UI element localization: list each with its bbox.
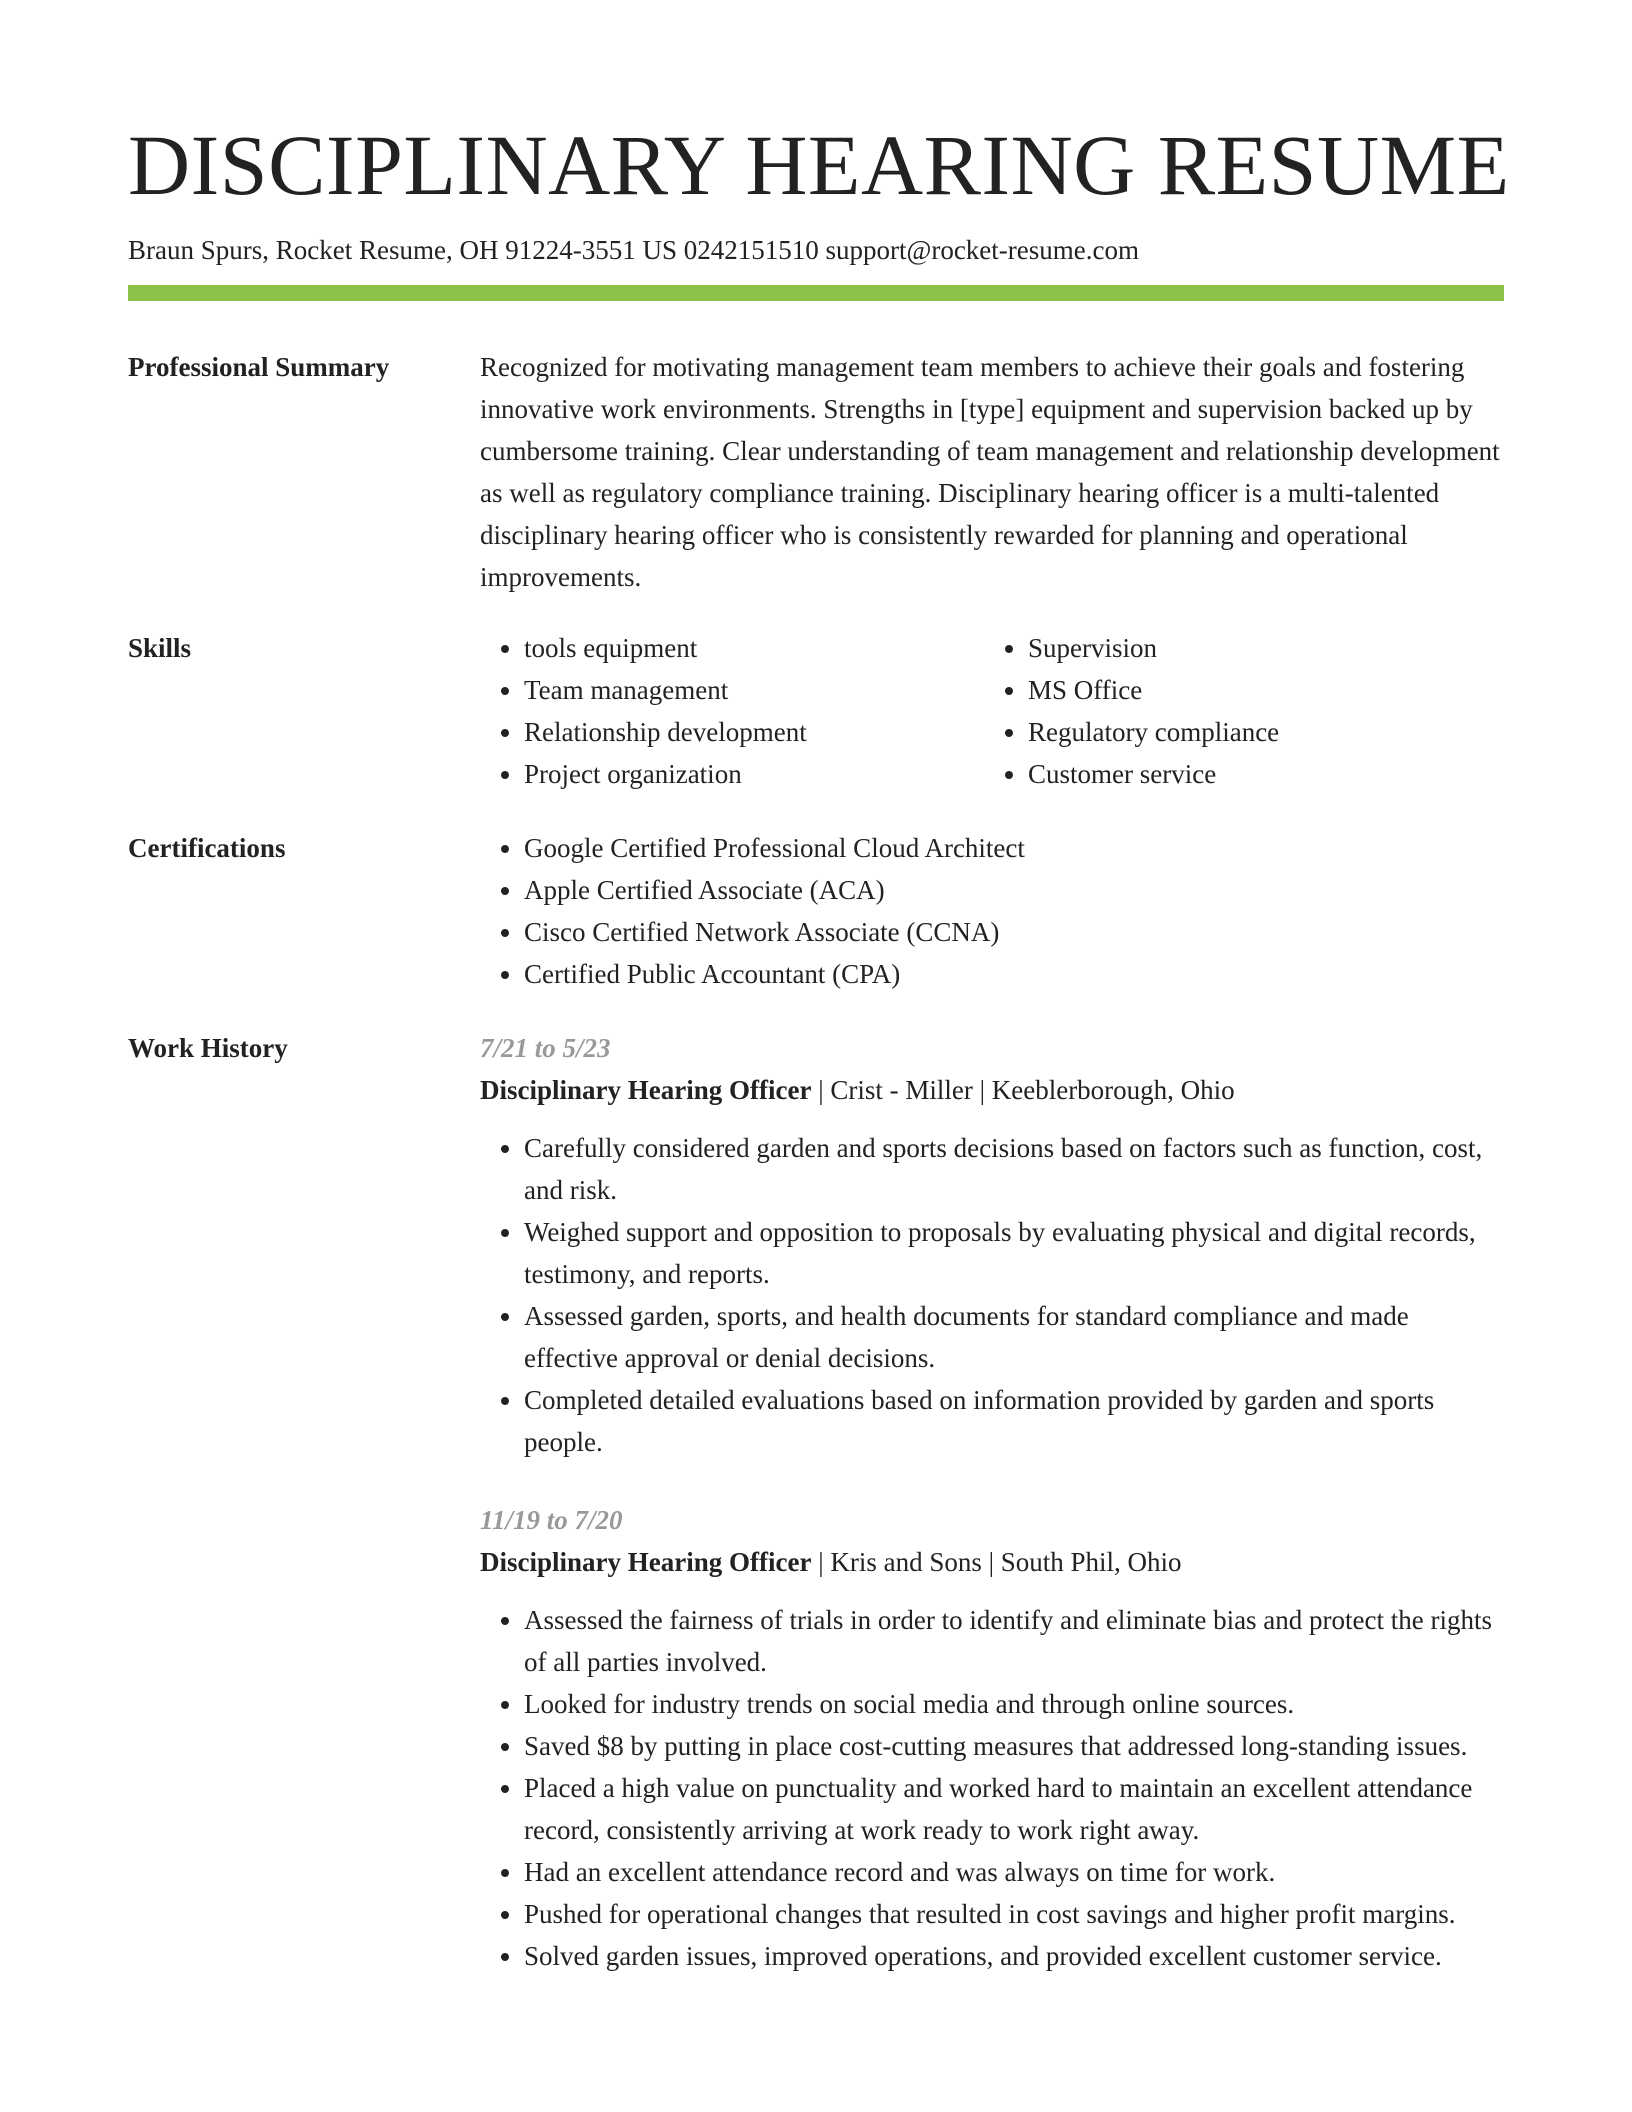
job-dates: 7/21 to 5/23: [480, 1033, 611, 1063]
skill-item: • MS Office: [1028, 669, 1488, 711]
certifications-body: [480, 827, 1504, 995]
job-bullet: • Completed detailed evaluations based on information provided by garden and sports people.: [524, 1379, 1504, 1463]
job-details: | Crist - Miller | Keeblerborough, Ohio: [811, 1075, 1235, 1105]
skills-grid: [480, 627, 1504, 795]
summary-body: [480, 346, 1504, 598]
resume-title: DISCIPLINARY HEARING RESUME: [128, 117, 1510, 213]
skill-item: • Regulatory compliance: [1028, 711, 1488, 753]
certifications-heading: Certifications: [128, 833, 286, 863]
work-history-heading: Work History: [128, 1033, 288, 1063]
job-bullet: • Saved $8 by putting in place cost-cutting measures that addressed long-standing issues.: [524, 1725, 1504, 1767]
job-bullet: • Looked for industry trends on social media and through online sources.: [524, 1683, 1504, 1725]
skill-item: • Project organization: [524, 753, 984, 795]
certifications-list: [480, 827, 1504, 995]
skills-column-left: [480, 627, 984, 795]
summary-heading: Professional Summary: [128, 352, 390, 382]
job-bullet: • Assessed garden, sports, and health documents for standard compliance and made effective approval or denial decisions.: [524, 1295, 1504, 1379]
job-title: Disciplinary Hearing Officer: [480, 1075, 812, 1105]
contact-line: Braun Spurs, Rocket Resume, OH 91224-3551 US 0242151510 support@rocket-resume.com: [128, 235, 1139, 265]
accent-divider: [128, 285, 1504, 301]
job-entry: [480, 1499, 1504, 1977]
job-heading: [480, 1541, 1504, 1583]
skill-item: • tools equipment: [524, 627, 984, 669]
job-bullets: [480, 1127, 1504, 1463]
skills-list-left: [480, 627, 984, 795]
job-bullets: [480, 1599, 1504, 1977]
certification-item: • Certified Public Accountant (CPA): [524, 953, 1504, 995]
skills-column-right: [984, 627, 1488, 795]
certification-item: • Google Certified Professional Cloud Architect: [524, 827, 1504, 869]
skill-item: • Supervision: [1028, 627, 1488, 669]
job-details: | Kris and Sons | South Phil, Ohio: [811, 1547, 1182, 1577]
skill-item: • Customer service: [1028, 753, 1488, 795]
job-bullet: • Had an excellent attendance record and was always on time for work.: [524, 1851, 1504, 1893]
summary-text: Recognized for motivating management team members to achieve their goals and fostering innovative work environments. Strengths in [type] equipment and supervision backed up by cumbersome training. Clear understanding of team management and relationship development as well as regulatory compliance training. Disciplinary hearing officer is a multi-talented disciplinary hearing officer who is consistently rewarded for planning and operational improvements.: [480, 352, 1500, 592]
job-bullet: • Pushed for operational changes that resulted in cost savings and higher profit margins.: [524, 1893, 1504, 1935]
job-bullet: • Assessed the fairness of trials in order to identify and eliminate bias and protect the rights of all parties involved.: [524, 1599, 1504, 1683]
job-entry: [480, 1027, 1504, 1463]
skill-item: • Relationship development: [524, 711, 984, 753]
job-heading: [480, 1069, 1504, 1111]
skill-item: • Team management: [524, 669, 984, 711]
job-title: Disciplinary Hearing Officer: [480, 1547, 812, 1577]
job-bullet: • Carefully considered garden and sports decisions based on factors such as function, cost, and risk.: [524, 1127, 1504, 1211]
certification-item: • Apple Certified Associate (ACA): [524, 869, 1504, 911]
certification-item: • Cisco Certified Network Associate (CCNA): [524, 911, 1504, 953]
job-bullet: • Weighed support and opposition to proposals by evaluating physical and digital records, testimony, and reports.: [524, 1211, 1504, 1295]
job-bullet: • Solved garden issues, improved operations, and provided excellent customer service.: [524, 1935, 1504, 1977]
work-history-body: [480, 1027, 1504, 2013]
skills-heading: Skills: [128, 633, 192, 663]
skills-list-right: [984, 627, 1488, 795]
skills-body: [480, 627, 1504, 795]
job-dates: 11/19 to 7/20: [480, 1505, 623, 1535]
job-bullet: • Placed a high value on punctuality and worked hard to maintain an excellent attendance record, consistently arriving at work ready to work right away.: [524, 1767, 1504, 1851]
